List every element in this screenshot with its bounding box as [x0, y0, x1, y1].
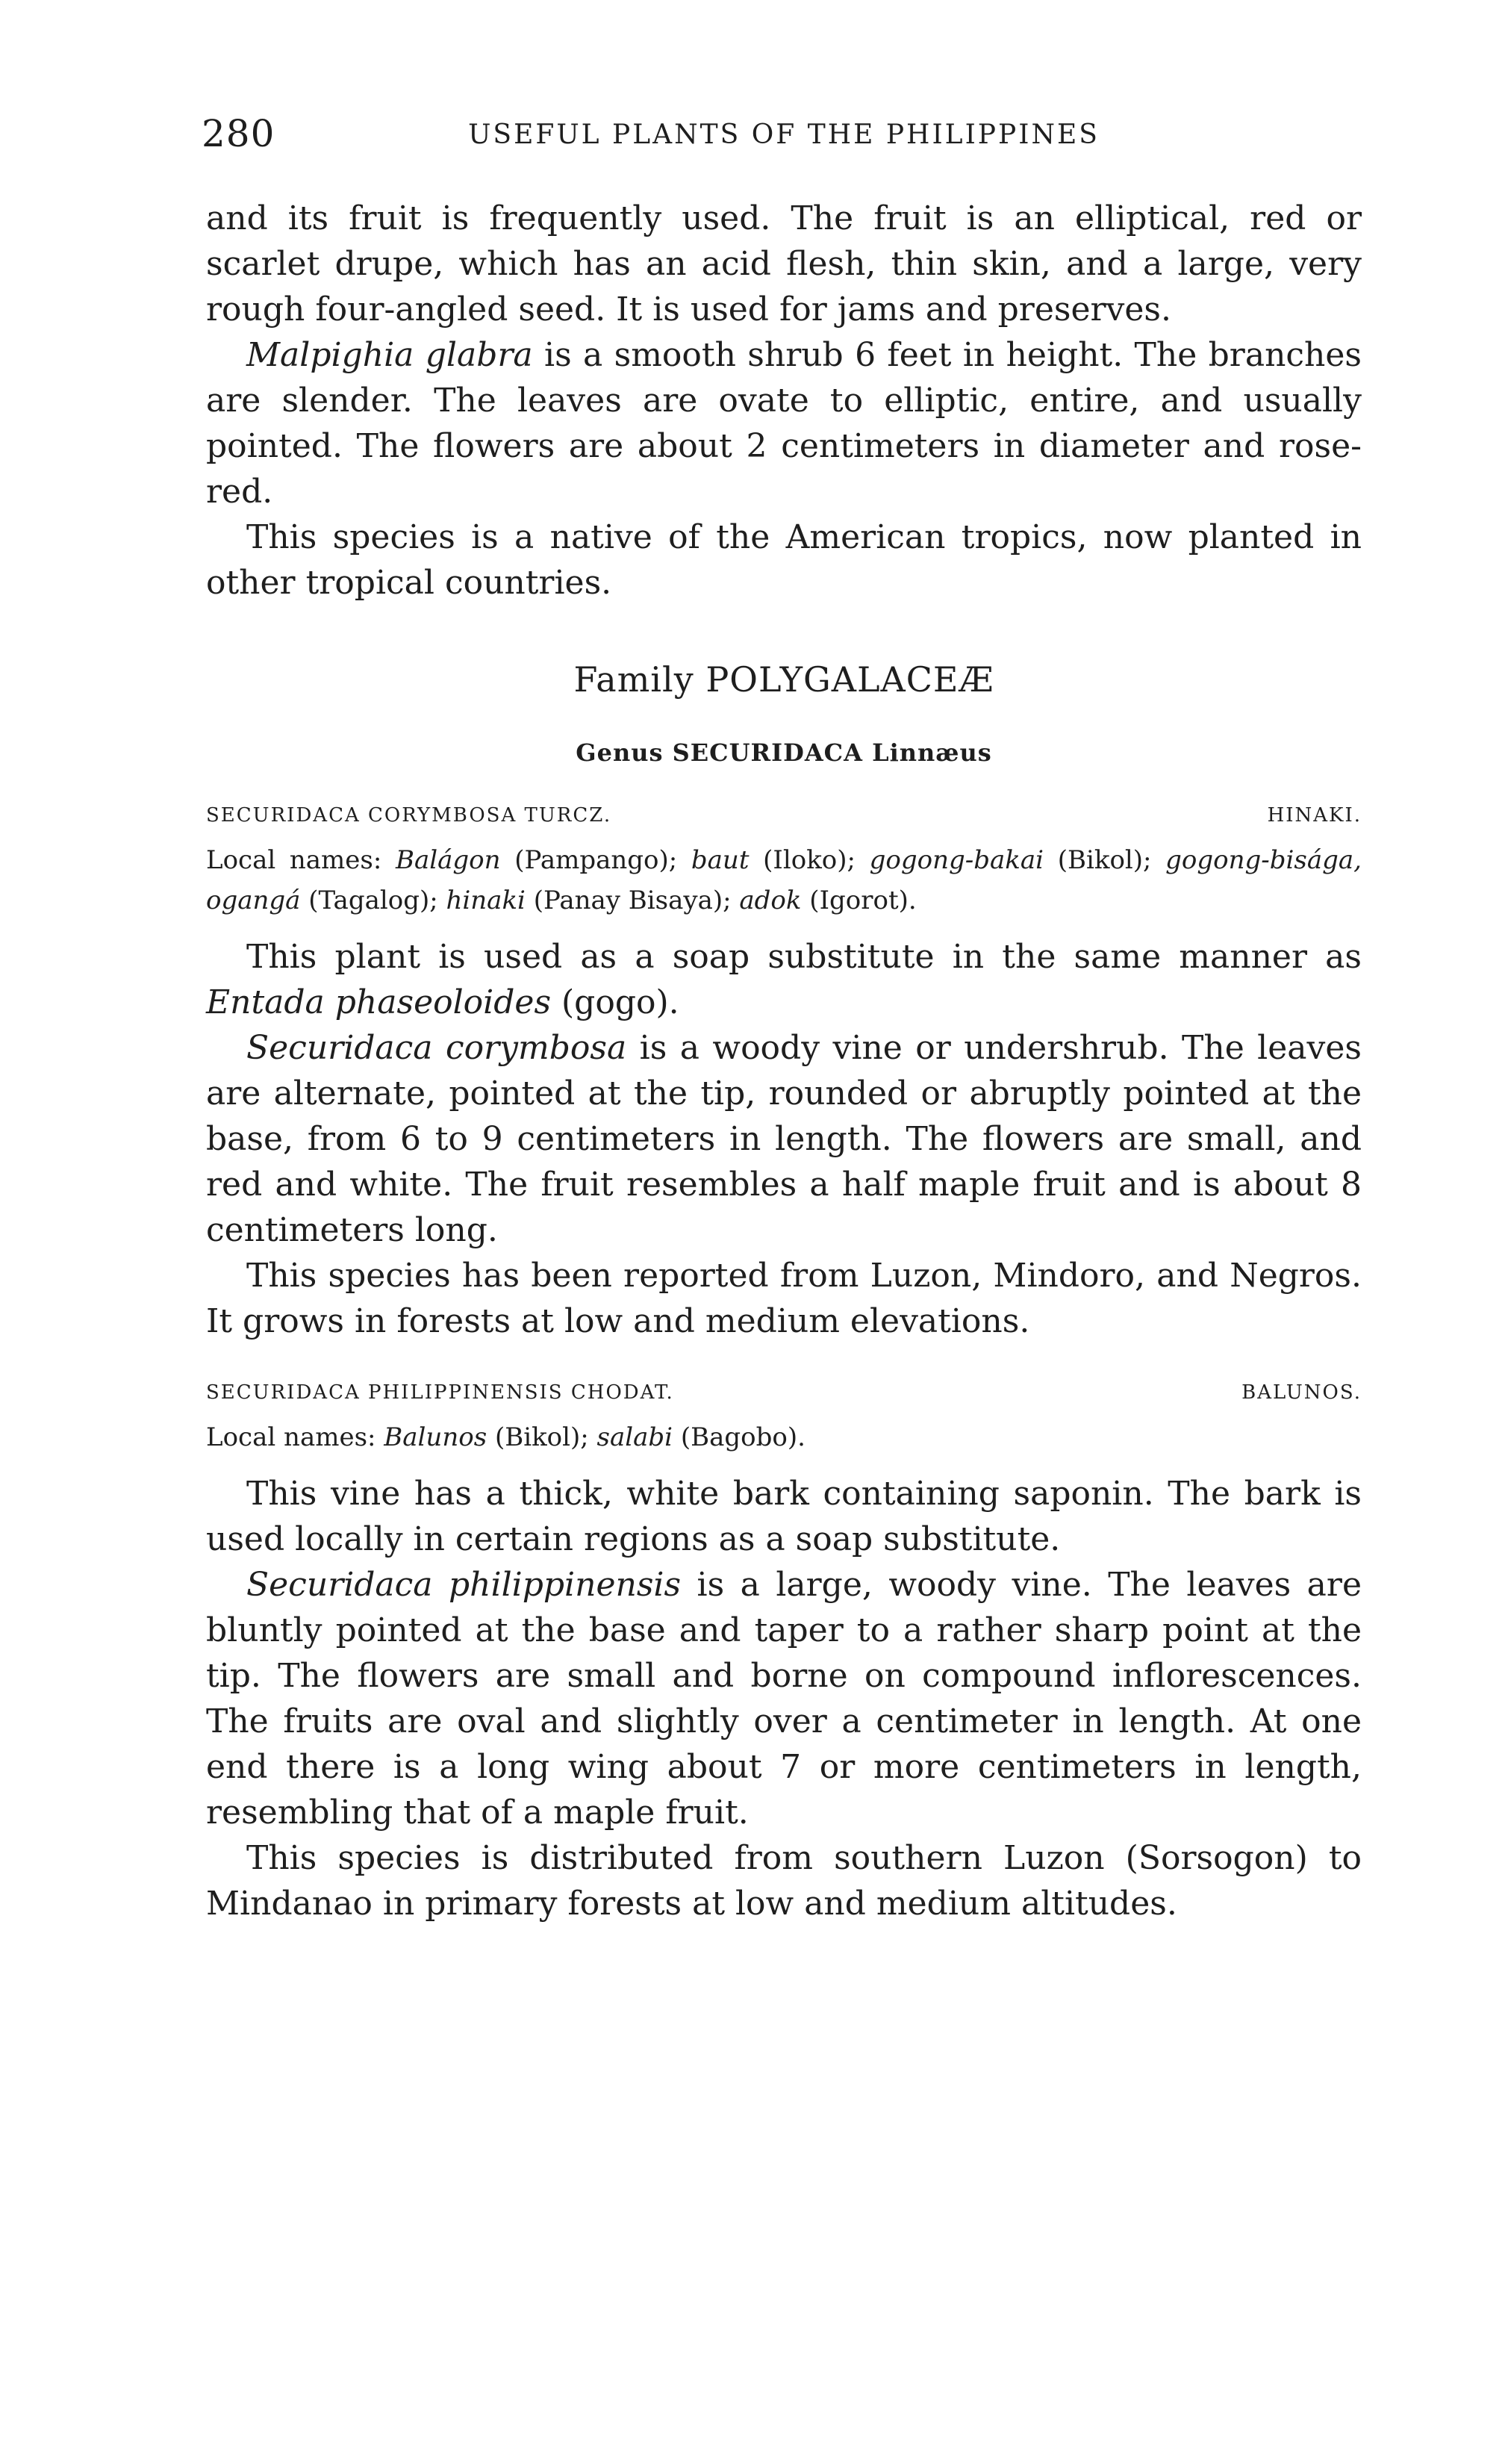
local-name: gogong-bisága, ogangá: [206, 845, 1362, 915]
philippinensis-paragraph-3: This species is distributed from southern Luzon (Sorsogon) to Mindanao in primary forests at low and medium altitudes.: [206, 1839, 1362, 1923]
local-name: hinaki: [446, 886, 526, 915]
local-names-corymbosa: [206, 840, 1362, 921]
local-names-philippinensis: [206, 1417, 1362, 1457]
local-name: gogong-bakai: [869, 845, 1044, 875]
philippinensis-paragraph-1: This vine has a thick, white bark containing saponin. The bark is used locally in certain regions as a soap substitute.: [206, 1475, 1362, 1558]
intro-paragraph-1: and its fruit is frequently used. The fruit is an elliptical, red or scarlet drupe, which has an acid flesh, thin skin, and a large, very rough four-angled seed. It is used for jams and preserves.: [206, 199, 1362, 329]
local-name: adok: [739, 886, 802, 915]
family-heading: Family POLYGALACEÆ: [573, 659, 994, 700]
local-name: baut: [691, 845, 750, 875]
page-body: [206, 196, 1362, 1926]
species-name: SECURIDACA CORYMBOSA TURCZ.: [206, 804, 612, 827]
species-name-malpighia: Malpighia glabra: [246, 336, 533, 374]
page-number: 280: [202, 112, 275, 155]
species-name-entada: Entada phaseoloides: [206, 983, 552, 1021]
species-heading-philippinensis: [206, 1381, 1362, 1404]
species-name: SECURIDACA PHILIPPINENSIS CHODAT.: [206, 1381, 674, 1404]
local-name: salabi: [596, 1422, 673, 1452]
local-name-language: (Iloko);: [749, 845, 870, 875]
running-head: USEFUL PLANTS OF THE PHILIPPINES: [468, 119, 1100, 150]
intro-paragraph-2: [206, 332, 1362, 514]
species-heading-corymbosa: [206, 804, 1362, 827]
philippinensis-paragraph-2: [206, 1562, 1362, 1835]
species-name-securidaca-philippinensis: Securidaca philippinensis: [246, 1566, 682, 1604]
species-name-securidaca-corymbosa: Securidaca corymbosa: [246, 1029, 627, 1067]
local-names-label: Local names:: [206, 845, 396, 875]
local-name: Balunos: [384, 1422, 487, 1452]
local-name-language: (Tagalog);: [300, 886, 446, 915]
paragraph-text: (gogo).: [551, 983, 679, 1021]
species-common-name: HINAKI.: [1267, 804, 1362, 827]
paragraph-text: This plant is used as a soap substitute in the same manner as: [246, 938, 1362, 976]
intro-paragraph-3: This species is a native of the American tropics, now planted in other tropical countries.: [206, 518, 1362, 602]
local-name-language: (Panay Bisaya);: [525, 886, 740, 915]
page-header: [202, 112, 1366, 164]
local-name-language: (Bikol);: [1044, 845, 1166, 875]
local-name-language: (Igorot).: [801, 886, 917, 915]
local-name-language: (Pampango);: [500, 845, 691, 875]
corymbosa-paragraph-1: [206, 934, 1362, 1025]
local-name: Balágon: [396, 845, 501, 875]
local-name-language: (Bagobo).: [673, 1422, 806, 1452]
local-names-label: Local names:: [206, 1422, 384, 1452]
local-name-language: (Bikol);: [487, 1422, 597, 1452]
paragraph-text: is a woody vine or undershrub. The leaves are alternate, pointed at the tip, rounded or abruptly pointed at the base, from 6 to 9 centimeters in length. The flowers are small, and red and white. The fruit resembles a half maple fruit and is about 8 centimeters long.: [206, 1029, 1362, 1249]
corymbosa-paragraph-3: This species has been reported from Luzon, Mindoro, and Negros. It grows in forests at low and medium elevations.: [206, 1257, 1362, 1340]
species-common-name: BALUNOS.: [1241, 1381, 1362, 1404]
corymbosa-paragraph-2: [206, 1025, 1362, 1253]
genus-heading: Genus SECURIDACA Linnæus: [576, 738, 992, 767]
intro-paragraph-2-text: is a smooth shrub 6 feet in height. The branches are slender. The leaves are ovate to elliptic, entire, and usually pointed. The flowers are about 2 centimeters in diameter and rose-red.: [206, 336, 1362, 511]
paragraph-text: is a large, woody vine. The leaves are bluntly pointed at the base and taper to a rather sharp point at the tip. The flowers are small and borne on compound inflorescences. The fruits are oval and slightly over a centimeter in length. At one end there is a long wing about 7 or more centimeters in length, resembling that of a maple fruit.: [206, 1566, 1362, 1832]
